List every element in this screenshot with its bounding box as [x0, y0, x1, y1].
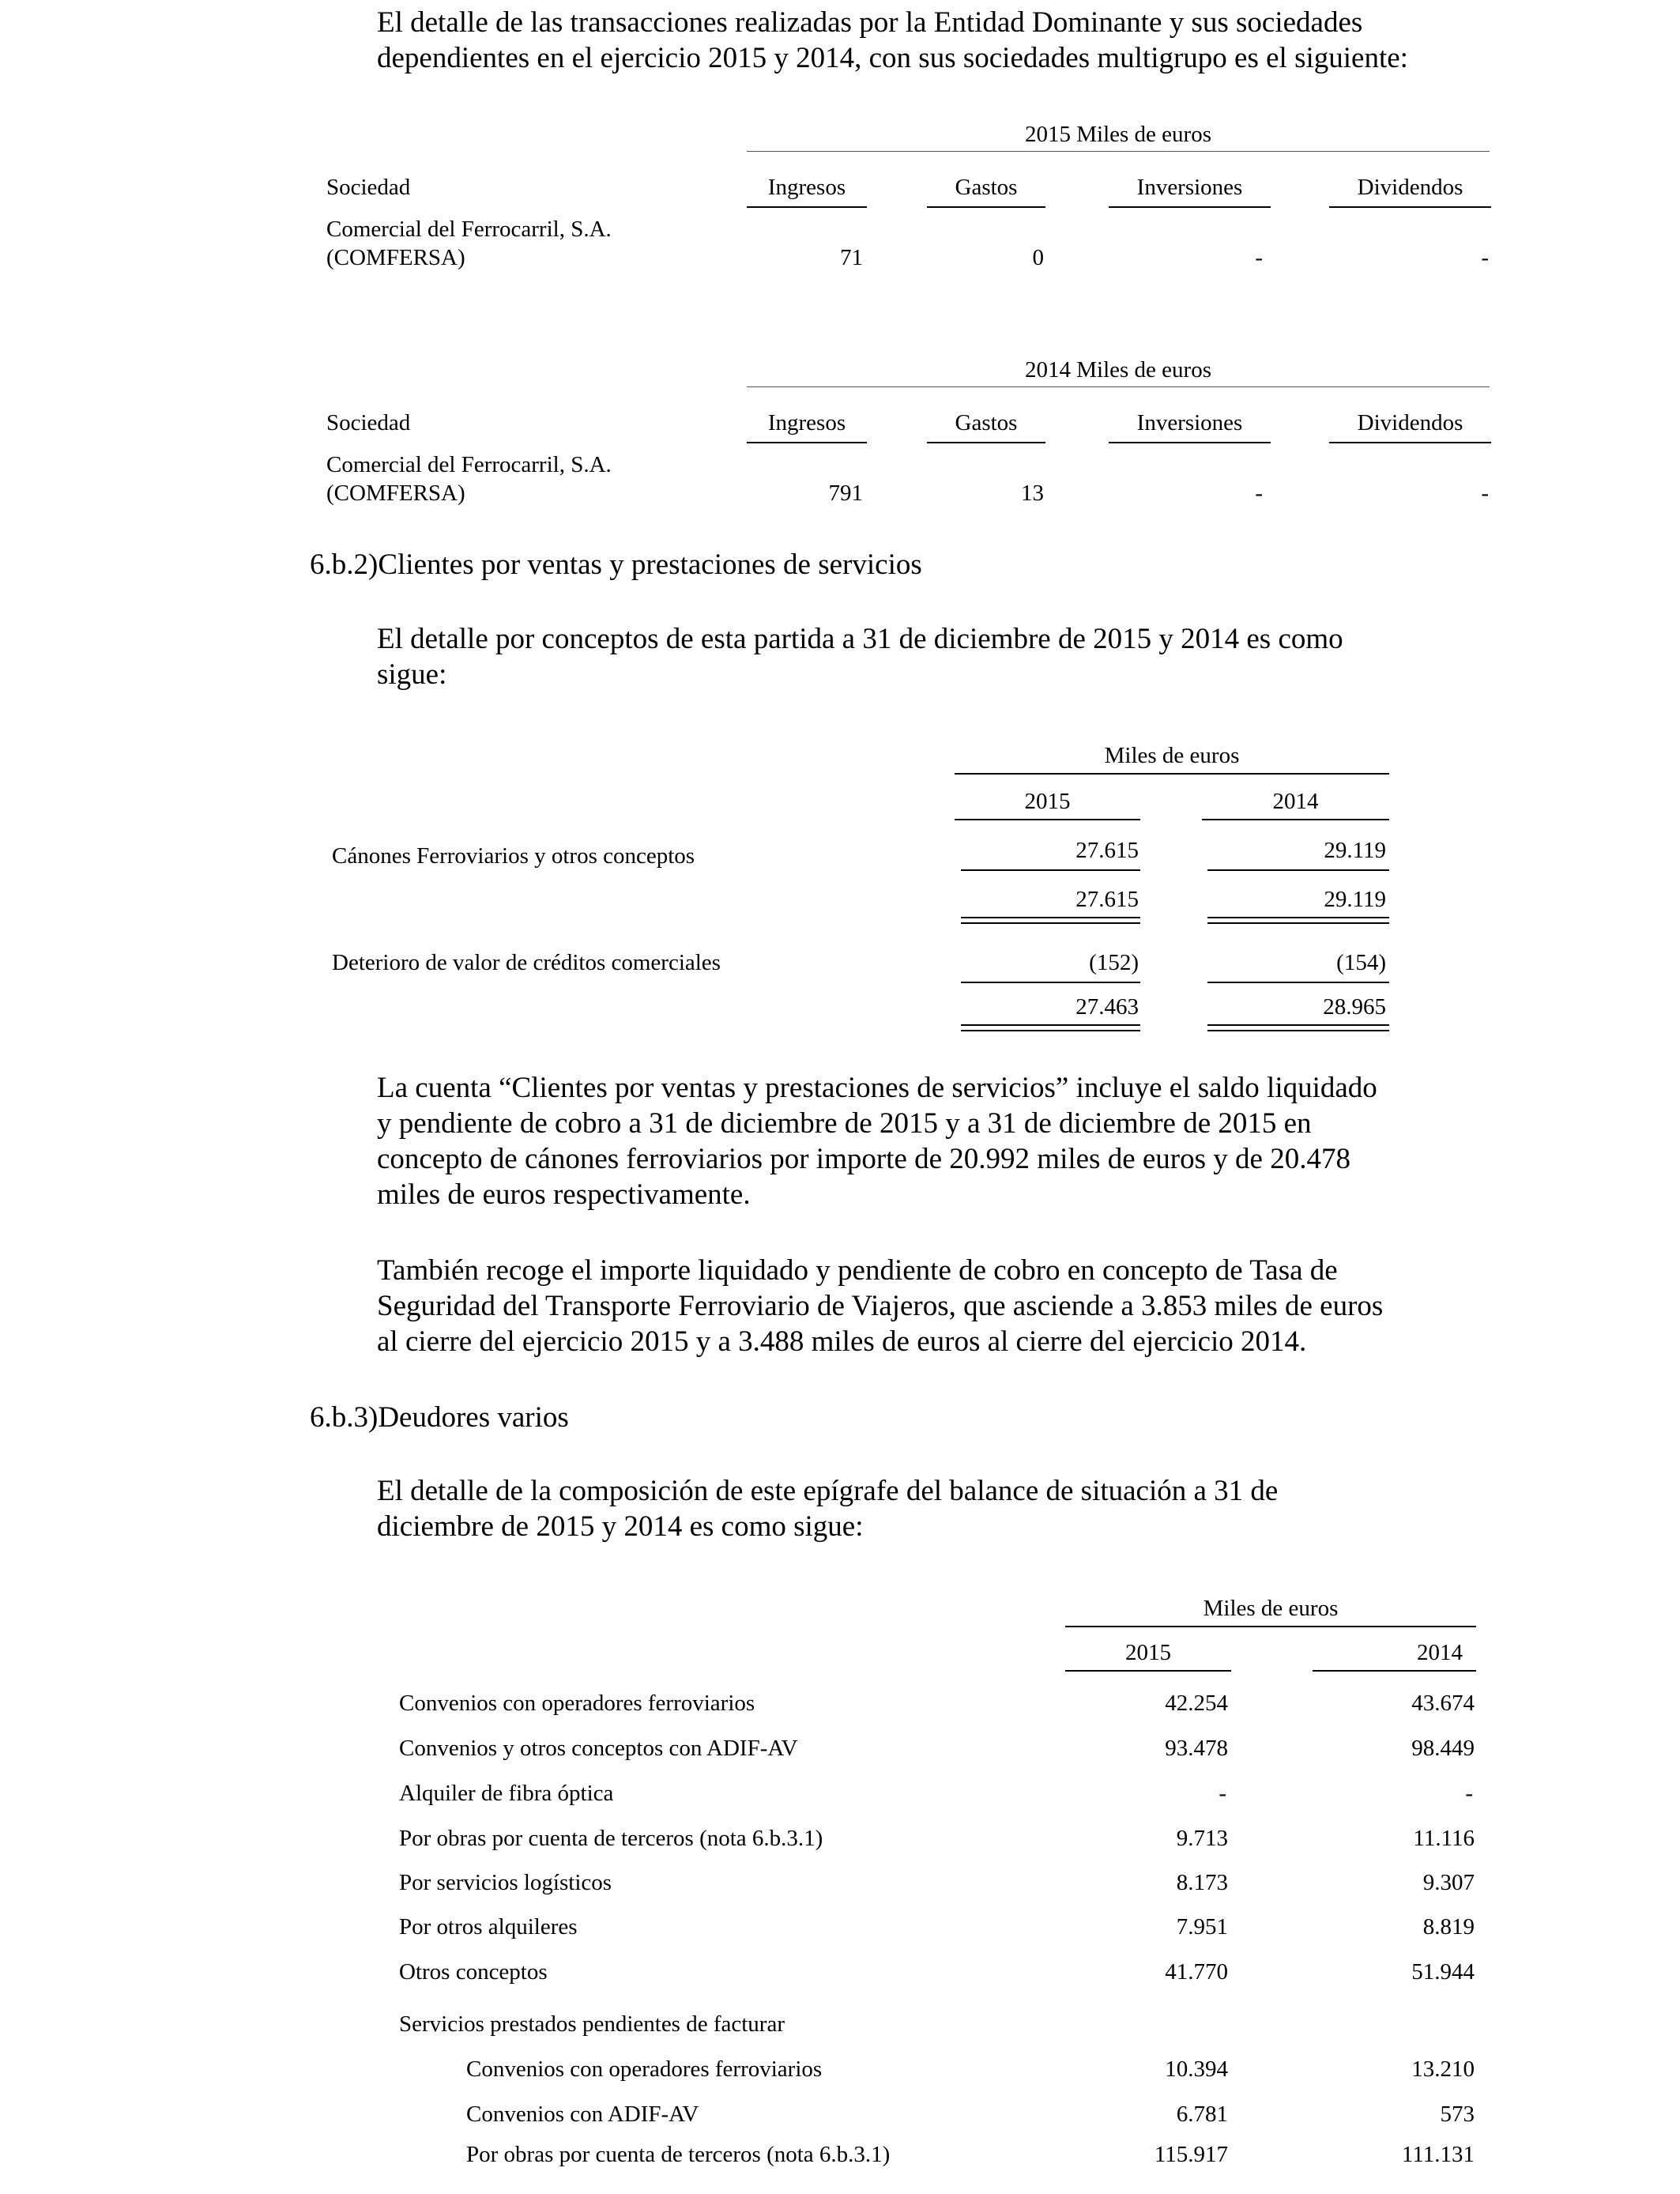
header-dividendos: Dividendos [1357, 175, 1463, 200]
year-underline [1202, 819, 1389, 820]
subtotal-line [961, 869, 1140, 871]
unit-underline [955, 773, 1389, 775]
paragraph-line: Seguridad del Transporte Ferroviario de Viajeros, que asciende a 3.853 miles de euros [377, 1290, 1384, 1322]
unit-header: Miles de euros [1203, 1596, 1339, 1621]
section-title: Deudores varios [378, 1401, 569, 1434]
subtotal-line [1207, 982, 1389, 983]
value-2014: 13.210 [1411, 2056, 1475, 2082]
value-2015: 9.713 [1176, 1826, 1228, 1851]
double-underline [1207, 917, 1389, 924]
clientes-paragraph-2 [377, 1253, 1475, 1359]
year-header-2014: 2014 [1417, 1640, 1463, 1665]
company-line: Comercial del Ferrocarril, S.A. [326, 217, 612, 242]
intro-line: El detalle de la composición de este epígrafe del balance de situación a 31 de [377, 1475, 1279, 1507]
company-name [326, 215, 612, 272]
value-2014: 51.944 [1411, 1959, 1475, 1985]
company-line: (COMFERSA) [326, 481, 465, 506]
section-heading-clientes [310, 547, 922, 582]
unit-underline [1065, 1626, 1476, 1627]
value-2014: 8.819 [1422, 1914, 1475, 1940]
paragraph-line: al cierre del ejercicio 2015 y a 3.488 miles de euros al cierre del ejercicio 2014. [377, 1325, 1307, 1358]
value-2014: - [1465, 1781, 1473, 1806]
subtotal-line [961, 982, 1140, 983]
intro-line: diciembre de 2015 y 2014 es como sigue: [377, 1510, 864, 1543]
row-label: Convenios con operadores ferroviarios [399, 1691, 755, 1716]
section-heading-deudores [310, 1400, 569, 1435]
clientes-intro [377, 621, 1475, 692]
row-label: Por servicios logísticos [399, 1870, 612, 1895]
value-dividendos: - [1481, 245, 1489, 270]
header-inversiones: Inversiones [1136, 175, 1243, 200]
header-underline [1329, 442, 1491, 443]
subtotal-2014: 29.119 [1324, 887, 1386, 912]
paragraph-line: concepto de cánones ferroviarios por importe de 20.992 miles de euros y de 20.478 [377, 1143, 1350, 1175]
intro-paragraph [377, 5, 1475, 76]
row-label: Otros conceptos [399, 1959, 548, 1985]
value-2014: (154) [1336, 950, 1386, 975]
clientes-paragraph-1 [377, 1070, 1475, 1212]
value-dividendos: - [1481, 481, 1489, 506]
intro-line: sigue: [377, 658, 447, 691]
company-line: Comercial del Ferrocarril, S.A. [326, 452, 612, 477]
header-inversiones: Inversiones [1136, 410, 1243, 435]
year-header-2014: 2014 [1272, 789, 1319, 814]
year-underline [955, 819, 1140, 820]
intro-line: El detalle de las transacciones realizadas por la Entidad Dominante y sus sociedades [377, 6, 1363, 39]
company-name [326, 450, 612, 507]
value-2015: 6.781 [1176, 2102, 1228, 2127]
value-2014: 29.119 [1324, 838, 1386, 863]
header-ingresos: Ingresos [767, 175, 846, 200]
header-underline [1109, 442, 1271, 443]
row-label: Cánones Ferroviarios y otros conceptos [332, 843, 695, 869]
paragraph-line: También recoge el importe liquidado y pendiente de cobro en concepto de Tasa de [377, 1254, 1338, 1287]
intro-line: El detalle por conceptos de esta partida a 31 de diciembre de 2015 y 2014 es como [377, 623, 1343, 655]
value-2015: 42.254 [1165, 1691, 1228, 1716]
header-underline [747, 442, 867, 443]
total-2015: 27.463 [1075, 994, 1139, 1020]
row-label: Alquiler de fibra óptica [399, 1781, 614, 1806]
total-2014: 28.965 [1323, 994, 1386, 1020]
intro-line: dependientes en el ejercicio 2015 y 2014, con sus sociedades multigrupo es el siguiente: [377, 42, 1408, 74]
unit-header: Miles de euros [1104, 743, 1240, 768]
header-underline [747, 206, 867, 208]
subtotal-2015: 27.615 [1075, 887, 1139, 912]
row-label-indented: Convenios con ADIF-AV [466, 2102, 699, 2127]
header-underline [927, 206, 1045, 208]
table-title: 2015 Miles de euros [1025, 122, 1211, 147]
value-gastos: 0 [1032, 245, 1044, 270]
subtotal-line [1207, 869, 1389, 871]
row-label: Servicios prestados pendientes de facturar [399, 2011, 785, 2037]
section-number: 6.b.3) [310, 1401, 379, 1434]
deudores-intro [377, 1473, 1475, 1544]
value-2015: 27.615 [1075, 838, 1139, 863]
header-underline [1329, 206, 1491, 208]
section-title: Clientes por ventas y prestaciones de servicios [378, 548, 922, 581]
value-2015: 10.394 [1165, 2056, 1228, 2082]
paragraph-line: La cuenta “Clientes por ventas y prestaciones de servicios” incluye el saldo liquidado [377, 1072, 1377, 1104]
value-inversiones: - [1255, 481, 1263, 506]
header-sociedad: Sociedad [326, 410, 411, 435]
header-underline [927, 442, 1045, 443]
value-2015: - [1219, 1781, 1226, 1806]
row-label-indented: Por obras por cuenta de terceros (nota 6.b.3.1) [466, 2142, 891, 2167]
title-underline [747, 151, 1490, 152]
value-2015: 41.770 [1165, 1959, 1228, 1985]
value-2014: 11.116 [1413, 1826, 1475, 1851]
value-2015: 8.173 [1176, 1870, 1228, 1895]
title-underline [747, 386, 1490, 387]
double-underline [1207, 1024, 1389, 1031]
value-ingresos: 791 [828, 481, 863, 506]
value-2014: 43.674 [1411, 1691, 1475, 1716]
row-label: Deterioro de valor de créditos comerciales [332, 950, 721, 975]
year-header-2015: 2015 [1125, 1640, 1171, 1665]
row-label: Convenios y otros conceptos con ADIF-AV [399, 1736, 798, 1761]
value-2015: 7.951 [1176, 1914, 1228, 1940]
year-underline [1065, 1670, 1231, 1672]
value-2014: 9.307 [1422, 1870, 1475, 1895]
header-underline [1109, 206, 1271, 208]
double-underline [961, 917, 1140, 924]
value-inversiones: - [1255, 245, 1263, 270]
header-dividendos: Dividendos [1357, 410, 1463, 435]
double-underline [961, 1024, 1140, 1031]
value-gastos: 13 [1021, 481, 1044, 506]
value-2015: 115.917 [1154, 2142, 1228, 2167]
value-2014: 98.449 [1411, 1736, 1475, 1761]
header-sociedad: Sociedad [326, 175, 411, 200]
value-ingresos: 71 [840, 245, 863, 270]
table-title: 2014 Miles de euros [1025, 357, 1211, 383]
header-gastos: Gastos [955, 175, 1018, 200]
paragraph-line: y pendiente de cobro a 31 de diciembre de 2015 y a 31 de diciembre de 2015 en [377, 1107, 1312, 1140]
value-2014: 573 [1440, 2102, 1475, 2127]
value-2015: (152) [1089, 950, 1139, 975]
value-2014: 111.131 [1401, 2142, 1475, 2167]
row-label: Por obras por cuenta de terceros (nota 6.b.3.1) [399, 1826, 823, 1851]
header-ingresos: Ingresos [767, 410, 846, 435]
company-line: (COMFERSA) [326, 245, 465, 270]
paragraph-line: miles de euros respectivamente. [377, 1178, 751, 1211]
row-label: Por otros alquileres [399, 1914, 578, 1940]
section-number: 6.b.2) [310, 548, 379, 581]
header-gastos: Gastos [955, 410, 1018, 435]
year-header-2015: 2015 [1024, 789, 1071, 814]
row-label-indented: Convenios con operadores ferroviarios [466, 2056, 823, 2082]
year-underline [1313, 1670, 1476, 1672]
value-2015: 93.478 [1165, 1736, 1228, 1761]
